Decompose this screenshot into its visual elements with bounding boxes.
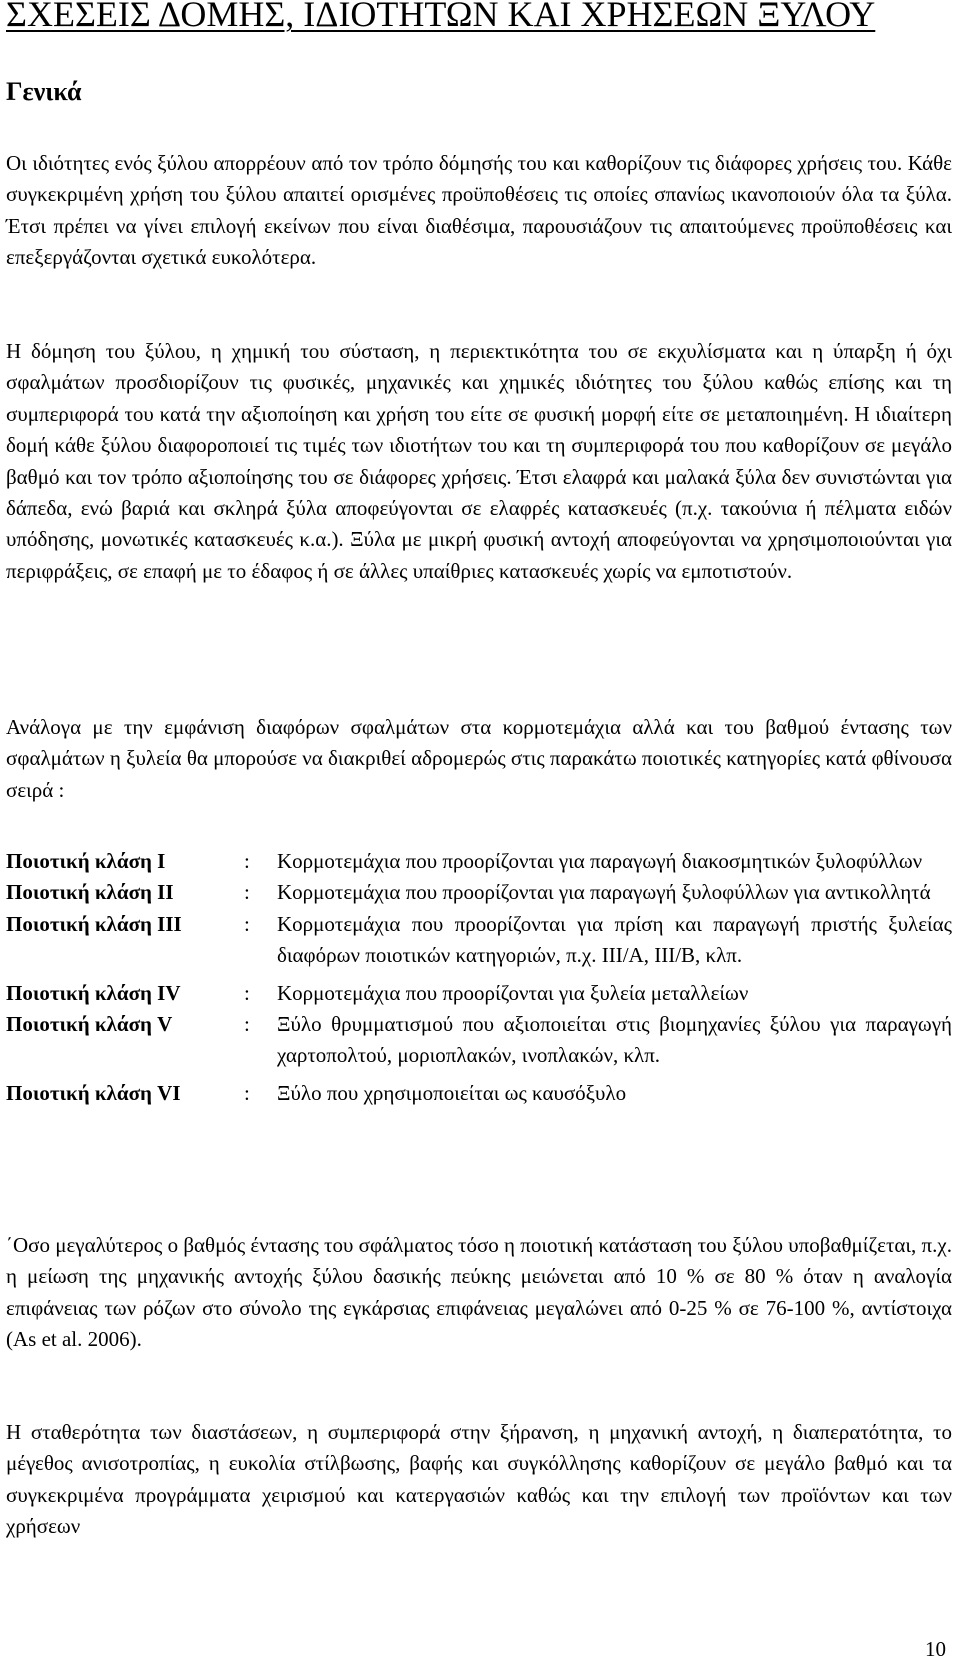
quality-class-row — [6, 978, 952, 1009]
quality-class-row — [6, 877, 952, 908]
quality-class-row — [6, 1009, 952, 1072]
quality-class-description: Κορμοτεμάχια που προορίζονται για πρίση και παραγωγή πριστής ξυλείας διαφόρων ποιοτικών κατηγοριών, π.χ. ΙΙΙ/Α, ΙΙΙ/Β, κλπ. — [277, 911, 952, 968]
quality-class-separator: : — [244, 849, 250, 873]
quality-class-separator: : — [244, 980, 250, 1005]
quality-class-separator: : — [244, 1012, 250, 1037]
quality-class-row — [6, 846, 952, 877]
page-title: ΣΧΕΣΕΙΣ ΔΟΜΗΣ, ΙΔΙΟΤΗΤΩΝ ΚΑΙ ΧΡΗΣΕΩΝ ΞΥΛΟΥ — [6, 0, 876, 34]
quality-class-description: Ξύλο θρυμματισμού που αξιοποιείται στις βιομηχανίες ξύλου για παραγωγή χαρτοπολτού, μοριοπλακών, ινοπλακών, κλπ. — [277, 1012, 952, 1068]
quality-class-label: Ποιοτική κλάση ΙΙ — [6, 880, 174, 905]
quality-class-separator: : — [244, 911, 250, 936]
paragraph-structure: Η δόμηση του ξύλου, η χημική του σύσταση, η περιεκτικότητα του σε εκχυλίσματα και η ύπαρξη ή όχι σφαλμάτων προσδιορίζουν τις φυσικές, μηχανικές και χημικές ιδιότητες του ξύλου καθώς επίσης και τη συμπεριφορά του κατά την αξιοποίηση και χρήση του είτε σε φυσική μορφή είτε σε μεταποιημένη. Η ιδιαίτερη δομή κάθε ξύλου διαφοροποιεί τις τιμές των ιδιοτήτων του και τη συμπεριφορά του που καθορίζουν σε μεγάλο βαθμό και τον τρόπο αξιοποίησης του σε διάφορες χρήσεις. Έτσι ελαφρά και μαλακά ξύλα δεν συνιστώνται για δάπεδα, ενώ βαριά και σκληρά ξύλα αποφεύγονται σε ελαφρές κατασκευές (π.χ. τακούνια ή πέλματα ειδών υπόδησης, μονωτικές κατασκευές κ.α.). Ξύλα με μικρή φυσική αντοχή αποφεύγονται να χρησιμοποιούνται για περιφράξεις, σε επαφή με το έδαφος ή σε άλλες υπαίθριες κατασκευές χωρίς να εμποτιστούν. — [6, 339, 952, 583]
paragraph-quality-intro: Ανάλογα με την εμφάνιση διαφόρων σφαλμάτων στα κορμοτεμάχια αλλά και του βαθμού έντασης των σφαλμάτων η ξυλεία θα μπορούσε να διακριθεί αδρομερώς στις παρακάτω ποιοτικές κατηγορίες κατά φθίνουσα σειρά : — [6, 715, 952, 802]
quality-class-description: Κορμοτεμάχια που προορίζονται για παραγωγή διακοσμητικών ξυλοφύλλων — [277, 849, 923, 873]
quality-class-row — [6, 909, 952, 972]
quality-class-label: Ποιοτική κλάση VΙ — [6, 1080, 181, 1105]
paragraph-defect-intensity: ΄Οσο μεγαλύτερος ο βαθμός έντασης του σφάλματος τόσο η ποιοτική κατάσταση του ξύλου υποβαθμίζεται, π.χ. η μείωση της μηχανικής αντοχής ξύλου δασικής πεύκης μειώνεται από 10 % σε 80 % όταν η αναλογία επιφάνειας των ρόζων στο σύνολο της εγκάρσιας επιφάνειας μεγαλώνει από 0-25 % σε 76-100 %, αντίστοιχα (As et al. 2006). — [6, 1233, 952, 1352]
quality-class-separator: : — [244, 1080, 250, 1105]
quality-class-description: Κορμοτεμάχια που προορίζονται για παραγωγή ξυλοφύλλων για αντικολλητά — [277, 880, 931, 905]
quality-class-description: Ξύλο που χρησιμοποιείται ως καυσόξυλο — [277, 1080, 627, 1105]
quality-class-row — [6, 1078, 952, 1109]
page-number: 10 — [925, 1637, 946, 1661]
section-heading: Γενικά — [6, 77, 82, 106]
quality-class-label: Ποιοτική κλάση Ι — [6, 849, 166, 873]
quality-class-separator: : — [244, 880, 250, 905]
quality-classes-list — [6, 846, 952, 1109]
quality-class-label: Ποιοτική κλάση V — [6, 1012, 173, 1037]
quality-class-label: Ποιοτική κλάση ΙΙΙ — [6, 911, 182, 936]
paragraph-intro: Οι ιδιότητες ενός ξύλου απορρέουν από τον τρόπο δόμησής του και καθορίζουν τις διάφορες χρήσεις του. Κάθε συγκεκριμένη χρήση του ξύλου απαιτεί ορισμένες προϋποθέσεις τις οποίες σπανίως ικανοποιούν όλα τα ξύλα. Έτσι πρέπει να γίνει επιλογή εκείνων που είναι διαθέσιμα, παρουσιάζουν τις απαιτούμενες προϋποθέσεις και επεξεργάζονται σχετικά ευκολότερα. — [6, 151, 952, 270]
quality-class-description: Κορμοτεμάχια που προορίζονται για ξυλεία μεταλλείων — [277, 980, 749, 1005]
quality-class-label: Ποιοτική κλάση ΙV — [6, 980, 181, 1005]
paragraph-dimensional-stability: Η σταθερότητα των διαστάσεων, η συμπεριφορά στην ξήρανση, η μηχανική αντοχή, η διαπερατότητα, το μέγεθος ανισοτροπίας, η ευκολία στίλβωσης, βαφής και συγκόλλησης καθορίζουν σε μεγάλο βαθμό και τα συγκεκριμένα προγράμματα χειρισμού και κατεργασιών καθώς και την επιλογή των προϊόντων και των χρήσεων — [6, 1420, 952, 1539]
